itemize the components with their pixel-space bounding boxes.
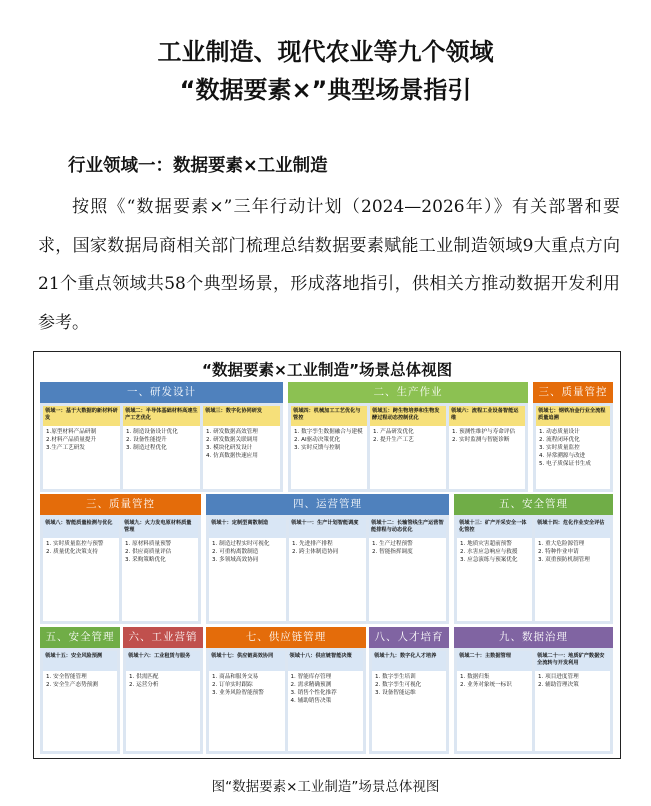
scene-list bbox=[209, 538, 286, 566]
scene-item: 3. 制造过程优化 bbox=[126, 445, 167, 451]
block-header: 八、人才培育 bbox=[369, 627, 449, 648]
scene-item: 3. 销售个性化推荐 bbox=[290, 690, 337, 696]
figure-block bbox=[454, 627, 613, 754]
scene-list bbox=[43, 671, 117, 691]
scene-list bbox=[535, 538, 610, 566]
scene-item: 2. 辅助管理决策 bbox=[538, 682, 579, 688]
block-header: 六、工业营销 bbox=[123, 627, 203, 648]
scene-item: 2. 数字孪生可视化 bbox=[375, 682, 422, 688]
scene-item: 2. 质量优化决策支持 bbox=[46, 549, 98, 555]
block-header: 五、安全管理 bbox=[40, 627, 120, 648]
scene-list bbox=[43, 426, 120, 454]
domain-title: 领域八：智能质量检测与优化 bbox=[43, 518, 119, 538]
scene-item: 3. 双重预防机制管理 bbox=[538, 557, 590, 563]
domain-title: 领域二：半导体基础材料高速生产工艺优化 bbox=[123, 406, 200, 426]
scene-item: 2. 需求精确预测 bbox=[290, 682, 332, 688]
scene-item: 1. 数据归集 bbox=[460, 674, 490, 680]
scene-item: 3.生产工艺研发 bbox=[46, 445, 85, 451]
domain-title: 领域一：基于大数据的新材料研发 bbox=[43, 406, 120, 426]
figure-block bbox=[206, 494, 449, 624]
domain-title: 领域十三：矿产开采安全一体化管控 bbox=[457, 518, 532, 538]
figure-block bbox=[40, 494, 201, 624]
figure-block bbox=[40, 627, 120, 754]
scene-item: 2. 水害应急响应与救援 bbox=[460, 549, 518, 555]
scene-list bbox=[203, 426, 280, 462]
domain-title: 领域十一：生产计划智能调度 bbox=[289, 518, 366, 538]
scene-item: 3. 应急演练与预案优化 bbox=[460, 557, 518, 563]
domain-cell bbox=[369, 518, 446, 621]
scene-item: 1. 地质灾害超前预警 bbox=[460, 541, 512, 547]
scene-item: 2. 特种作业申请 bbox=[538, 549, 579, 555]
domain-cell bbox=[209, 651, 285, 751]
domain-title: 领域二十：主数据管理 bbox=[457, 651, 532, 671]
scene-item: 3. 模块化研发设计 bbox=[206, 445, 253, 451]
scene-item: 3. 实时反馈与控制 bbox=[294, 445, 341, 451]
figure-title: “数据要素×工业制造”场景总体视图 bbox=[201, 361, 453, 379]
scene-item: 2. 流程闭环优化 bbox=[539, 437, 580, 443]
scene-item: 3. 采购策略优化 bbox=[125, 557, 166, 563]
domain-cell bbox=[288, 651, 364, 751]
figure-block bbox=[369, 627, 449, 754]
scene-item: 1. 数字孪生数据融合与建模 bbox=[294, 429, 363, 435]
scene-item: 5. 电子质保证书生成 bbox=[539, 461, 591, 467]
block-header: 五、安全管理 bbox=[454, 494, 613, 515]
doc-title-line2: “数据要素×”典型场景指引 bbox=[179, 76, 472, 104]
scene-item: 1. 供需匹配 bbox=[129, 674, 159, 680]
scene-item: 1. 商品和服务交易 bbox=[212, 674, 259, 680]
figure-block bbox=[123, 627, 203, 754]
domain-cell bbox=[203, 406, 280, 489]
scene-item: 2. 研发数据关联调用 bbox=[206, 437, 258, 443]
doc-title-line1: 工业制造、现代农业等九个领域 bbox=[157, 38, 494, 66]
domain-title: 领域十九：数字化人才培养 bbox=[372, 651, 446, 671]
block-header: 三、质量管控 bbox=[533, 382, 613, 403]
domain-cell bbox=[535, 651, 610, 751]
scene-item: 3. 业务风险智能预警 bbox=[212, 690, 264, 696]
block-header: 二、生产作业 bbox=[288, 382, 528, 403]
domain-cell bbox=[122, 518, 198, 621]
scene-item: 2. 运营分析 bbox=[129, 682, 159, 688]
domain-cell bbox=[123, 406, 200, 489]
scene-list bbox=[123, 426, 200, 454]
domain-cell bbox=[126, 651, 200, 751]
domain-title: 领域四：机械加工工艺优化与管控 bbox=[291, 406, 367, 426]
scene-list bbox=[289, 538, 366, 558]
scene-item: 1. 生产过程预警 bbox=[372, 541, 413, 547]
scene-list bbox=[535, 671, 610, 691]
scene-item: 1. 安全智能管理 bbox=[46, 674, 87, 680]
figure-block bbox=[40, 382, 283, 492]
scene-item: 1.原型材料产品研制 bbox=[46, 429, 97, 435]
scene-item: 2. 提升生产工艺 bbox=[373, 437, 414, 443]
scene-list bbox=[457, 538, 532, 566]
domain-title: 领域五：跨生物培养和生物发酵过程动态控制优化 bbox=[370, 406, 446, 426]
scene-item: 2. 订单实时跟踪 bbox=[212, 682, 253, 688]
scene-list bbox=[291, 426, 367, 454]
domain-cell bbox=[457, 651, 532, 751]
scene-item: 3. 实时质量监控 bbox=[539, 445, 580, 451]
domain-title: 领域十五：安全风险预测 bbox=[43, 651, 117, 671]
scene-item: 2. AI驱动决策优化 bbox=[294, 437, 341, 443]
figure-block bbox=[288, 382, 528, 492]
scene-item: 1. 制造设备设计优化 bbox=[126, 429, 178, 435]
domain-cell bbox=[43, 651, 117, 751]
scene-list bbox=[369, 538, 446, 558]
domain-title: 领域十二：长输管线生产运营智能排程与动态优化 bbox=[369, 518, 446, 538]
block-header: 三、质量管控 bbox=[40, 494, 201, 515]
domain-cell bbox=[43, 406, 120, 489]
domain-cell bbox=[457, 518, 532, 621]
scene-item: 1. 项目进度管理 bbox=[538, 674, 579, 680]
figure-caption: 图“数据要素×工业制造”场景总体视图 bbox=[211, 779, 440, 795]
scene-list bbox=[126, 671, 200, 691]
block-header: 九、数据治理 bbox=[454, 627, 613, 648]
scene-item: 1. 实时质量监控与预警 bbox=[46, 541, 104, 547]
scene-item: 1. 研发数据高效管理 bbox=[206, 429, 258, 435]
scene-item: 1. 数字孪生培训 bbox=[375, 674, 416, 680]
domain-cell bbox=[370, 406, 446, 489]
domain-title: 领域三：数字化协同研发 bbox=[203, 406, 280, 426]
scene-item: 1. 智能库存管理 bbox=[290, 674, 332, 680]
scene-list bbox=[370, 426, 446, 446]
scene-item: 2. 业务对象统一标识 bbox=[460, 682, 512, 688]
domain-cell bbox=[372, 651, 446, 751]
scene-item: 3. 设备智能运维 bbox=[375, 690, 416, 696]
scene-item: 1. 制造过程实时可视化 bbox=[212, 541, 270, 547]
scene-item: 4. 仿真数据快速应用 bbox=[206, 453, 258, 459]
scene-item: 4. 异常溯源与改进 bbox=[539, 453, 586, 459]
domain-cell bbox=[536, 406, 610, 489]
figure-block bbox=[533, 382, 613, 492]
scene-item: 1. 先进排产排程 bbox=[292, 541, 333, 547]
scene-item: 2. 可重构离散制造 bbox=[212, 549, 259, 555]
scene-item: 2.材料产品质量提升 bbox=[46, 437, 97, 443]
scene-overview-figure bbox=[33, 351, 621, 759]
scene-item: 2. 智能指挥调度 bbox=[372, 549, 413, 555]
block-header: 七、供应链管理 bbox=[206, 627, 366, 648]
scene-list bbox=[209, 671, 285, 699]
scene-item: 4. 辅助销售决策 bbox=[290, 698, 332, 704]
section-heading: 行业领域一：数据要素×工业制造 bbox=[68, 156, 328, 176]
scene-item: 2. 实时监测与智能诊断 bbox=[452, 437, 510, 443]
domain-title: 领域十八：供应链智能决策 bbox=[288, 651, 364, 671]
domain-title: 领域十七：供应链高效协同 bbox=[209, 651, 285, 671]
scene-item: 3. 多领域高效协同 bbox=[212, 557, 259, 563]
figure-block bbox=[206, 627, 366, 754]
intro-paragraph: 按照《“数据要素×”三年行动计划（2024—2026年）》有关部署和要求，国家数据局商相关部门梳理总结数据要素赋能工业制造领域9大重点方向21个重点领域共58个典型场景，形成落地指引，供相关方推动数据开发利用参考。 bbox=[38, 197, 620, 333]
domain-cell bbox=[209, 518, 286, 621]
scene-list bbox=[449, 426, 525, 446]
domain-title: 领域十四：危化作业安全评估 bbox=[535, 518, 610, 538]
domain-title: 领域六：流程工业设备智能运维 bbox=[449, 406, 525, 426]
domain-title: 领域十六：工业租赁与服务 bbox=[126, 651, 200, 671]
scene-item: 2. 供应商质量评估 bbox=[125, 549, 172, 555]
scene-item: 2. 跨主体制造协同 bbox=[292, 549, 339, 555]
scene-list bbox=[122, 538, 198, 566]
scene-item: 1. 重大危险源管理 bbox=[538, 541, 585, 547]
domain-cell bbox=[535, 518, 610, 621]
figure-block bbox=[454, 494, 613, 624]
scene-item: 2. 设备性能提升 bbox=[126, 437, 167, 443]
block-header: 一、研发设计 bbox=[40, 382, 283, 403]
domain-title: 领域七：钢铁冶金行业全流程质量追溯 bbox=[536, 406, 610, 426]
domain-title: 领域二十一：地质矿产数据安全流转与开发利用 bbox=[535, 651, 610, 671]
scene-list bbox=[372, 671, 446, 699]
scene-list bbox=[43, 538, 119, 558]
scene-item: 1. 产品研发优化 bbox=[373, 429, 414, 435]
domain-cell bbox=[291, 406, 367, 489]
scene-item: 1. 预测性维护与寿命评估 bbox=[452, 429, 516, 435]
scene-list bbox=[457, 671, 532, 691]
scene-list bbox=[536, 426, 610, 470]
domain-title: 领域九：火力发电原材料质量管理 bbox=[122, 518, 198, 538]
domain-cell bbox=[43, 518, 119, 621]
scene-list bbox=[288, 671, 364, 707]
scene-item: 1. 动态质量设计 bbox=[539, 429, 580, 435]
domain-cell bbox=[449, 406, 525, 489]
scene-item: 2. 安全生产态势预测 bbox=[46, 682, 98, 688]
block-header: 四、运营管理 bbox=[206, 494, 449, 515]
domain-title: 领域十：定制型离散制造 bbox=[209, 518, 286, 538]
domain-cell bbox=[289, 518, 366, 621]
scene-item: 1. 原材料质量预警 bbox=[125, 541, 172, 547]
